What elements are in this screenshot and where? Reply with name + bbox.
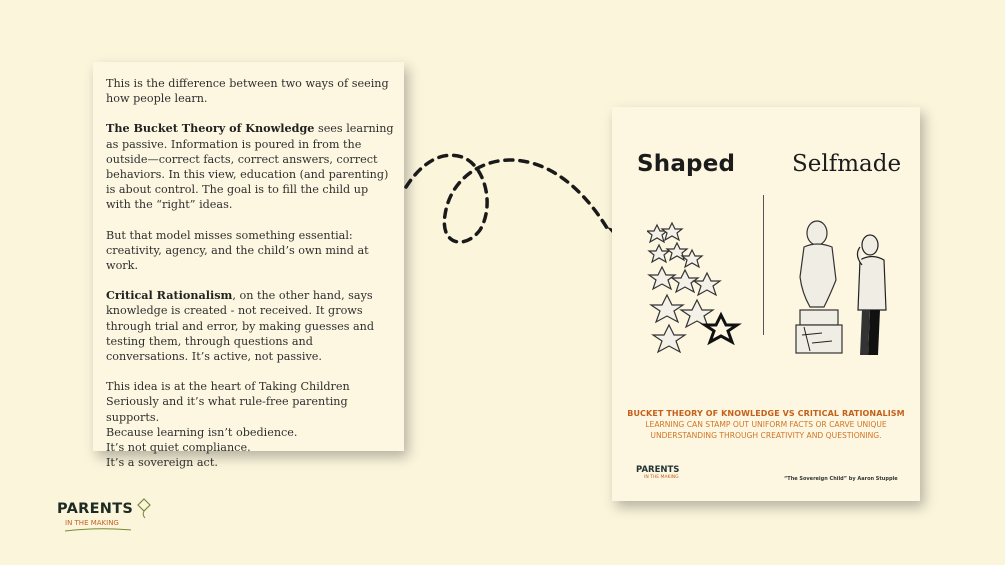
selfmade-heading: Selfmade	[792, 151, 902, 177]
statue-sculptor-illustration	[782, 215, 902, 360]
kite-icon	[136, 498, 152, 520]
divider-line	[763, 195, 764, 335]
dashed-loop-arrow	[400, 145, 640, 275]
caption-title: BUCKET THEORY OF KNOWLEDGE VS CRITICAL RATIONALISM	[627, 409, 905, 418]
brand-logo	[57, 498, 152, 533]
intro-paragraph: This is the difference between two ways of seeing how people learn.	[106, 77, 389, 106]
critical-paragraph	[106, 288, 394, 364]
bucket-paragraph	[106, 121, 394, 212]
caption-body: LEARNING CAN STAMP OUT UNIFORM FACTS OR CARVE UNIQUE UNDERSTANDING THROUGH CREATIVITY AND QUESTIONING.	[645, 420, 887, 440]
critical-paragraph-text: , on the other hand, says knowledge is created - not received. It grows through trial and error, by making guesses and testing them, through questions and conversations. It’s active, not passive.	[106, 289, 375, 364]
critical-rationalism-term: Critical Rationalism	[106, 288, 233, 303]
mini-logo-title: PARENTS	[636, 465, 680, 475]
bucket-theory-term: The Bucket Theory of Knowledge	[106, 121, 315, 136]
logo-title: PARENTS	[57, 501, 134, 517]
mini-logo-subtitle: IN THE MAKING	[644, 475, 679, 480]
shaped-heading: Shaped	[637, 151, 736, 177]
logo-underline	[63, 527, 133, 533]
logo-subtitle: IN THE MAKING	[65, 519, 119, 527]
book-credit: “The Sovereign Child” by Aaron Stupple	[784, 476, 898, 482]
star-stamps-illustration	[647, 215, 747, 360]
line-compliance: It’s not quiet compliance.	[106, 441, 251, 455]
line-sovereign: It’s a sovereign act.	[106, 456, 218, 470]
heart-paragraph: This idea is at the heart of Taking Children Seriously and it’s what rule-free parenting supports.	[106, 380, 350, 424]
text-card	[93, 62, 404, 470]
image-card	[612, 107, 920, 501]
mini-logo	[636, 465, 679, 480]
bucket-paragraph-text: sees learning as passive. Information is poured in from the outside—correct facts, correct answers, correct behaviors. In this view, education (and parenting) is about control. The goal is to fill the child up with the “right” ideas.	[106, 122, 394, 212]
missing-paragraph: But that model misses something essential: creativity, agency, and the child’s own mind at work.	[106, 228, 369, 273]
line-obedience: Because learning isn’t obedience.	[106, 425, 298, 439]
